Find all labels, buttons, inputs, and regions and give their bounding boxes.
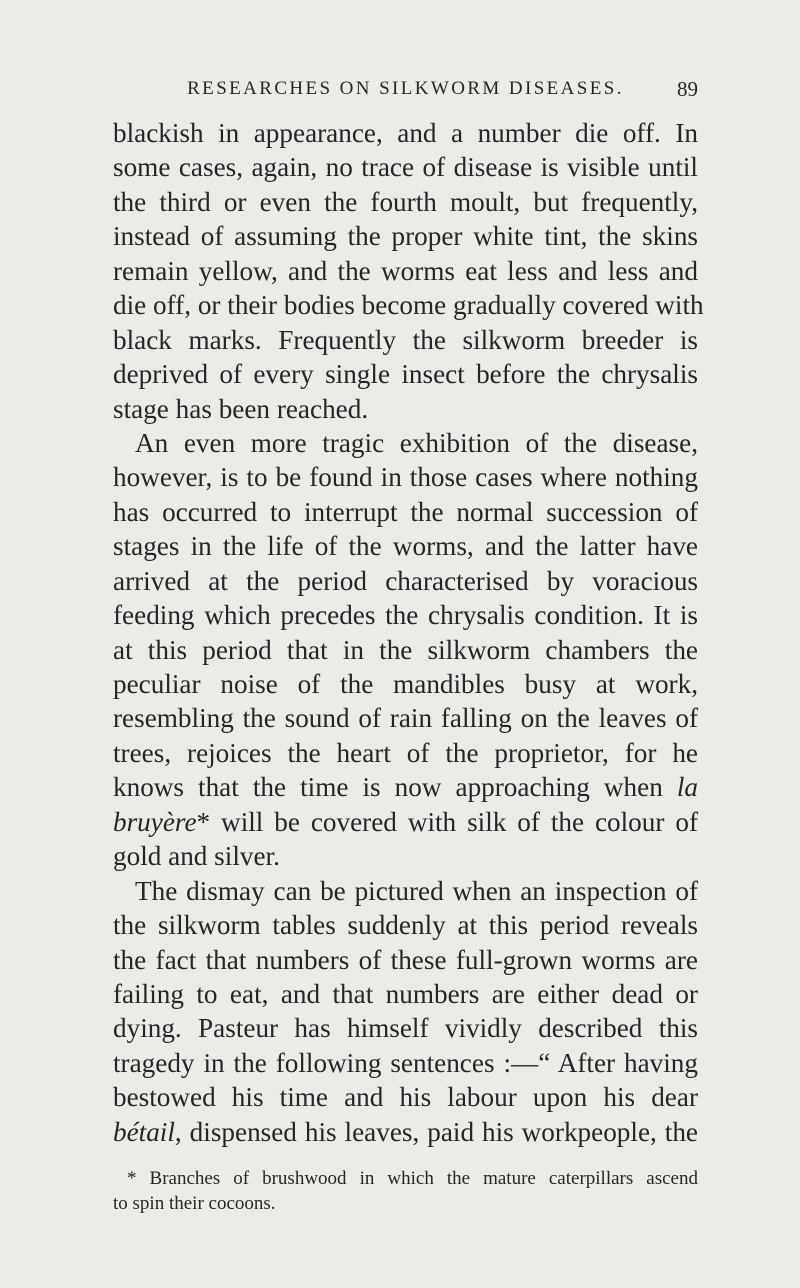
text-line: tragedy in the following sentences :—“ After having <box>113 1047 698 1078</box>
text-line: black marks. Frequently the silkworm breeder is <box>113 324 698 355</box>
text-line: peculiar noise of the mandibles busy at work, <box>113 669 698 699</box>
text-line: has occurred to interrupt the normal succession of <box>113 496 698 527</box>
text-line: the fact that numbers of these full-grown worms are <box>113 944 698 975</box>
italic-term: bruyère <box>113 806 197 837</box>
text-line: failing to eat, and that numbers are either dead or <box>113 978 698 1009</box>
text-line: bestowed his time and his labour upon his dear <box>113 1082 698 1113</box>
text-line: the silkworm tables suddenly at this period reveals <box>113 910 698 941</box>
text-line: stage has been reached. <box>113 393 369 424</box>
text-line <box>113 1115 698 1149</box>
running-head <box>113 74 698 104</box>
text-segment: knows that the time is now approaching when <box>113 772 663 803</box>
text-line: resembling the sound of rain falling on the leaves of <box>113 703 698 734</box>
italic-term: bétail <box>113 1116 175 1147</box>
text-segment: , dispensed his leaves, paid his workpeople, the <box>174 1116 698 1147</box>
text-line: blackish in appearance, and a number die off. In <box>113 118 698 148</box>
text-line: The dismay can be pictured when an inspection of <box>135 875 698 906</box>
running-title: RESEARCHES ON SILKWORM DISEASES. <box>187 78 624 99</box>
footnote-line: * Branches of brushwood in which the mature caterpillars ascend <box>127 1168 698 1189</box>
text-line: gold and silver. <box>113 841 280 872</box>
text-line <box>113 770 698 804</box>
body-text <box>113 116 704 1149</box>
text-line: deprived of every single insect before the chrysalis <box>113 359 698 390</box>
text-line: feeding which precedes the chrysalis condition. It is <box>113 600 698 631</box>
text-line: die off, or their bodies become gradually covered with <box>113 290 704 321</box>
text-line: remain yellow, and the worms eat less and less and <box>113 255 698 286</box>
page-number: 89 <box>677 77 698 101</box>
text-line: some cases, again, no trace of disease is visible until <box>113 152 698 183</box>
text-line: trees, rejoices the heart of the proprietor, for he <box>113 737 698 768</box>
text-line: arrived at the period characterised by voracious <box>113 565 698 596</box>
text-line: however, is to be found in those cases where nothing <box>113 462 698 493</box>
text-segment: * will be covered with silk of the colour of <box>196 806 698 837</box>
text-line: instead of assuming the proper white tint, the skins <box>113 221 698 252</box>
text-line: the third or even the fourth moult, but frequently, <box>113 186 698 217</box>
text-line <box>113 805 698 839</box>
text-line: at this period that in the silkworm chambers the <box>113 634 698 665</box>
footnote <box>113 1166 698 1216</box>
footnote-line: to spin their cocoons. <box>113 1193 276 1214</box>
text-line: dying. Pasteur has himself vividly described this <box>113 1013 698 1044</box>
italic-term: la <box>676 772 699 803</box>
text-line: An even more tragic exhibition of the disease, <box>135 427 698 458</box>
text-line: stages in the life of the worms, and the latter have <box>113 531 698 562</box>
